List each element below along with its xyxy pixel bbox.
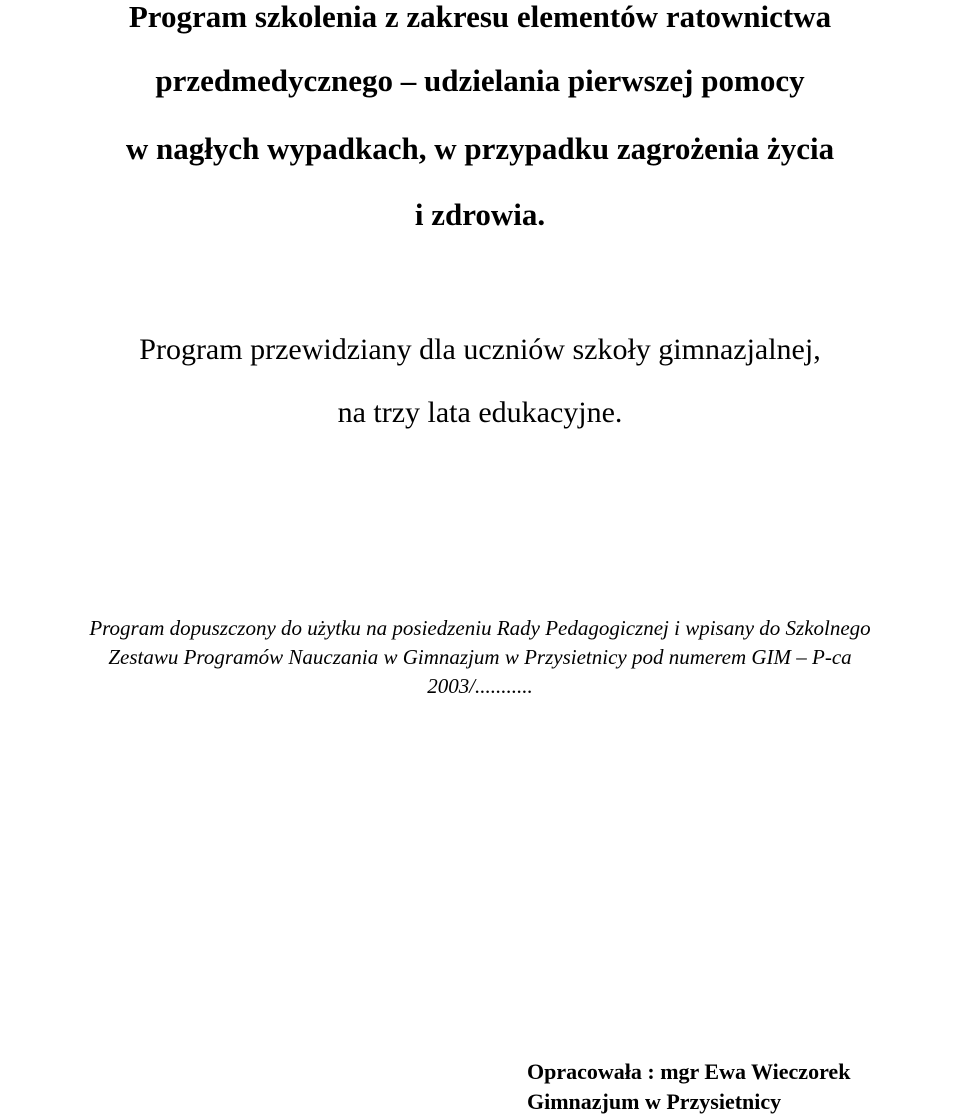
author-school: Gimnazjum w Przysietnicy bbox=[527, 1089, 782, 1114]
subtitle-line-1: Program przewidziany dla uczniów szkoły gimnazjalnej, bbox=[139, 333, 821, 366]
author-block bbox=[527, 1057, 850, 1117]
subtitle-line-2: na trzy lata edukacyjne. bbox=[337, 396, 623, 429]
title-line-1: Program szkolenia z zakresu elementów ratownictwa bbox=[128, 0, 832, 34]
approval-line-2: Zestawu Programów Nauczania w Gimnazjum w Przysietnicy pod numerem GIM – P-ca bbox=[108, 645, 852, 669]
title-line-2: przedmedycznego – udzielania pierwszej pomocy bbox=[155, 63, 805, 98]
title-line-3: w nagłych wypadkach, w przypadku zagrożenia życia bbox=[125, 131, 835, 166]
approval-line-3: 2003/........... bbox=[427, 674, 533, 698]
approval-line-1: Program dopuszczony do użytku na posiedzeniu Rady Pedagogicznej i wpisany do Szkolnego bbox=[89, 616, 871, 640]
author-name: Opracowała : mgr Ewa Wieczorek bbox=[527, 1059, 851, 1084]
title-line-4: i zdrowia. bbox=[414, 197, 546, 232]
